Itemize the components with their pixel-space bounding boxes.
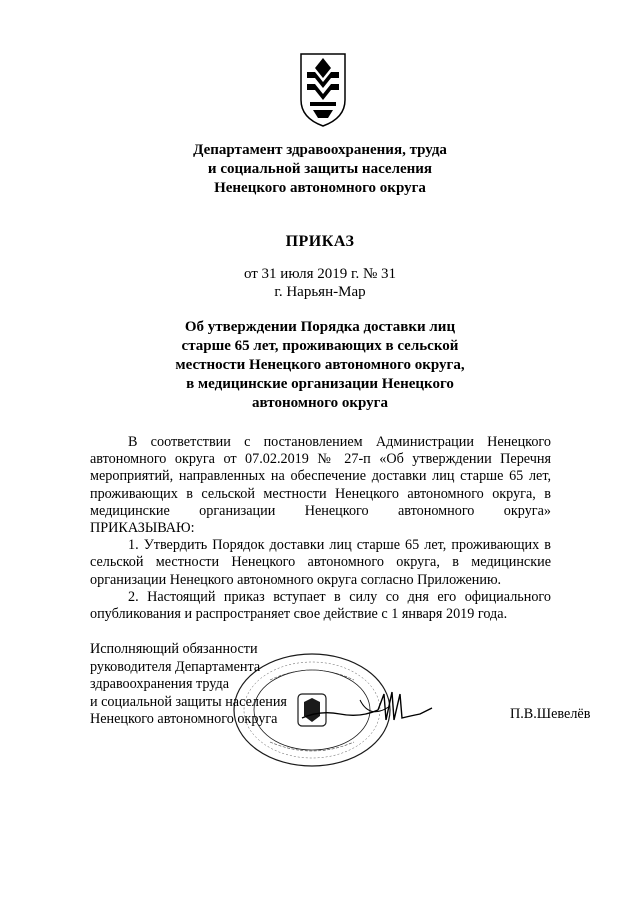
position-line-1: Исполняющий обязанности [90,641,258,657]
order-date-number: от 31 июля 2019 г. № 31 [243,266,397,282]
order-title: ПРИКАЗ [285,233,355,250]
handwritten-signature-icon [300,680,440,730]
department-line-1: Департамент здравоохранения, труда [193,142,447,158]
department-line-3: Ненецкого автономного округа [214,180,426,196]
subject-line-2: старше 65 лет, проживающих в сельской [181,338,459,354]
department-line-2: и социальной защиты населения [207,161,433,177]
order-place: г. Нарьян-Мар [274,284,366,300]
position-line-5: Ненецкого автономного округа [90,711,278,727]
order-date-block [0,265,640,301]
signatory-position [90,641,287,729]
subject-line-3: местности Ненецкого автономного округа, [175,357,465,373]
subject-line-1: Об утверждении Порядка доставки лиц [184,319,456,335]
order-body [90,434,551,623]
preamble-paragraph: В соответствии с постановлением Администрации Ненецкого автономного округа от 07.02.2019 № 27-п «Об утверждении Перечня мероприятий, направленных на обеспечение доставки лиц старше 65 лет, проживающих в сельской местности Ненецкого автономного округа, в медицинские организации Ненецкого автономного округа» ПРИКАЗЫВАЮ: [90,434,551,537]
position-line-2: руководителя Департамента [90,658,261,675]
position-line-3: здравоохранения труда [90,676,230,692]
subject-line-5: автономного округа [252,395,388,411]
subject-line-4: в медицинские организации Ненецкого [186,376,454,392]
order-subject [0,318,640,413]
item-2-paragraph: 2. Настоящий приказ вступает в силу со дня его официального опубликования и распространяет свое действие с 1 января 2019 года. [90,588,551,623]
item-1-paragraph: 1. Утвердить Порядок доставки лиц старше 65 лет, проживающих в сельской местности Ненецкого автономного округа, в медицинские организации Ненецкого автономного округа согласно Приложению. [90,537,551,588]
nao-coat-of-arms-icon [298,52,348,128]
department-name [0,141,640,198]
position-line-4: и социальной защиты населения [90,693,287,710]
signer-name: П.В.Шевелёв [510,706,591,722]
